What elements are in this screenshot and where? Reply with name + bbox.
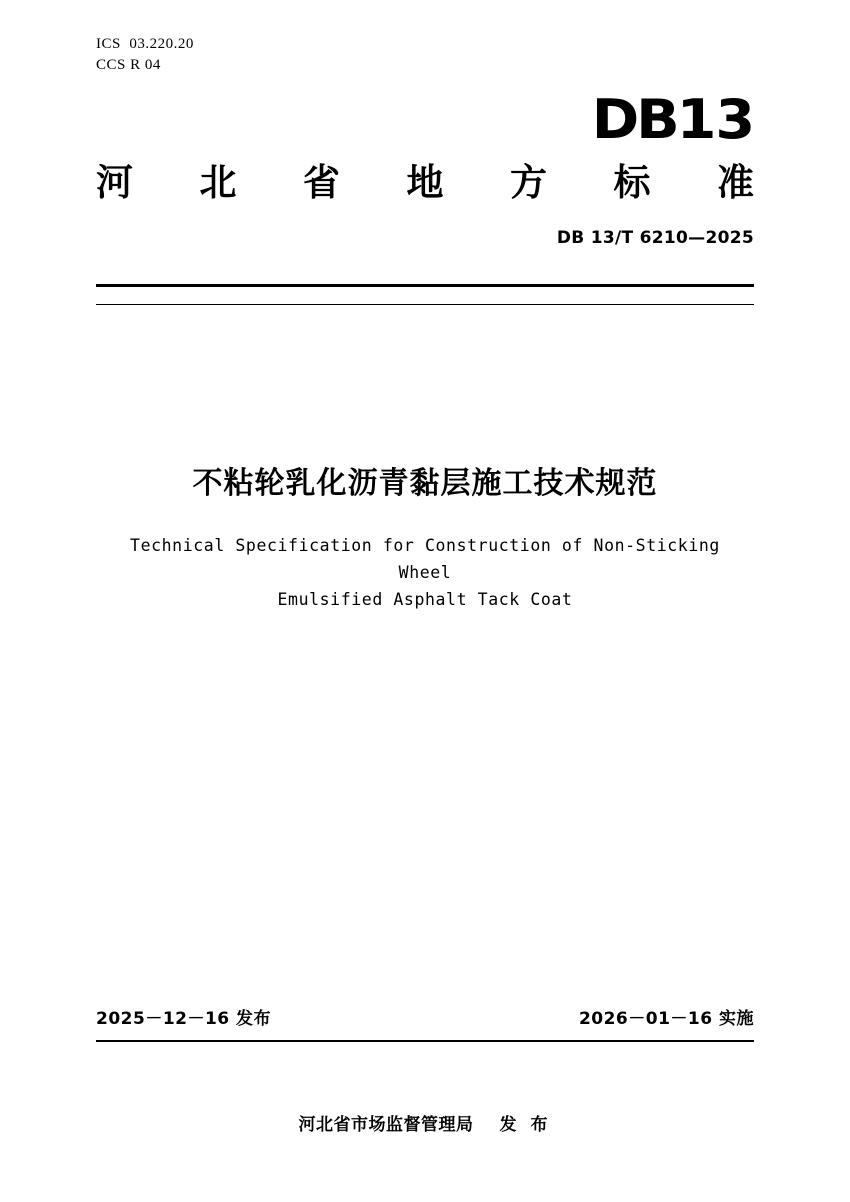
db-logo-number: 13 xyxy=(676,88,754,151)
title-char-6: 准 xyxy=(717,161,754,204)
header-rule-thin xyxy=(96,304,754,305)
header-rule-thick xyxy=(96,284,754,287)
ccs-line xyxy=(96,55,194,76)
db-logo-text: DB xyxy=(591,88,677,151)
document-title-chinese: 不粘轮乳化沥青黏层施工技术规范 xyxy=(192,466,658,501)
page-title xyxy=(96,152,754,206)
ics-ccs-block xyxy=(96,34,194,76)
title-char-3: 地 xyxy=(406,161,444,204)
db13-logo xyxy=(591,88,754,151)
title-char-1: 北 xyxy=(199,161,237,204)
document-title-english-line1: Technical Specification for Construction of Non-Sticking Wheel xyxy=(130,536,720,582)
effective-date: 2026－01－16 实施 xyxy=(578,1009,754,1029)
publisher-line xyxy=(0,1110,850,1135)
standard-number: DB 13/T 6210—2025 xyxy=(556,228,754,248)
document-title-english-line2: Emulsified Asphalt Tack Coat xyxy=(277,590,573,609)
footer-rule xyxy=(96,1040,754,1042)
ccs-label: CCS xyxy=(96,57,126,73)
publish-word: 发 布 xyxy=(499,1115,552,1135)
ics-value: 03.220.20 xyxy=(129,36,194,52)
issue-date: 2025－12－16 发布 xyxy=(96,1009,272,1029)
title-char-0: 河 xyxy=(96,161,133,204)
document-title-english xyxy=(130,532,720,613)
title-char-5: 标 xyxy=(613,161,651,204)
ics-line xyxy=(96,34,194,55)
title-char-2: 省 xyxy=(303,161,340,204)
title-char-4: 方 xyxy=(510,161,547,204)
publisher-name: 河北省市场监督管理局 xyxy=(298,1115,474,1135)
ics-label: ICS xyxy=(96,36,121,52)
dates-row xyxy=(96,1004,754,1029)
ccs-value: R 04 xyxy=(130,57,161,73)
